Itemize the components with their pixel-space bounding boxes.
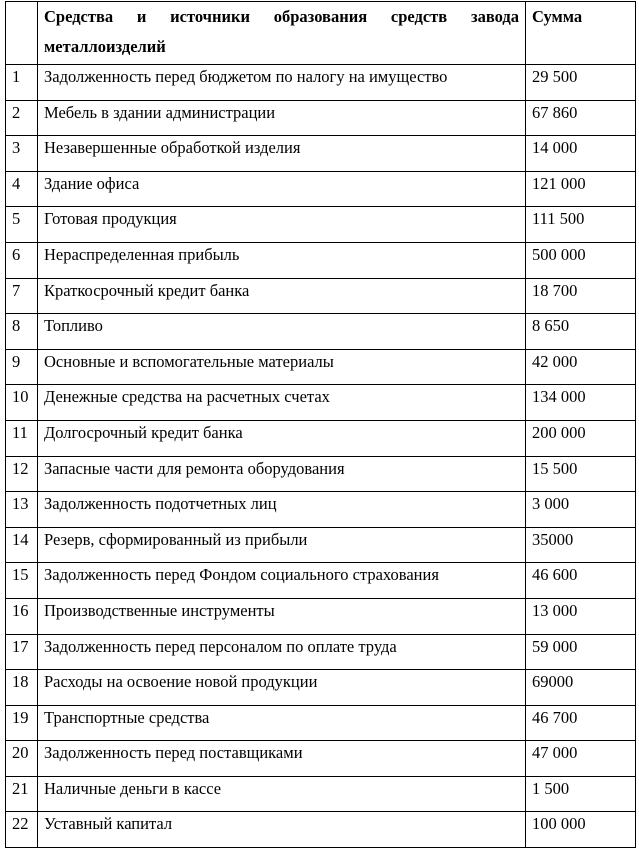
row-number-cell: 20 bbox=[6, 741, 38, 777]
table-row bbox=[6, 242, 636, 278]
row-name-cell: Мебель в здании администрации bbox=[38, 100, 526, 136]
row-sum-cell: 59 000 bbox=[526, 634, 636, 670]
table-header-row bbox=[6, 2, 636, 65]
table-row bbox=[6, 776, 636, 812]
row-sum-cell: 69000 bbox=[526, 670, 636, 706]
row-number-cell: 7 bbox=[6, 278, 38, 314]
row-name-cell: Резерв, сформированный из прибыли bbox=[38, 527, 526, 563]
row-sum-cell: 3 000 bbox=[526, 492, 636, 528]
row-sum-cell: 100 000 bbox=[526, 812, 636, 848]
row-number-cell: 11 bbox=[6, 420, 38, 456]
row-name-cell: Задолженность перед бюджетом по налогу на имущество bbox=[38, 65, 526, 101]
row-sum-cell: 29 500 bbox=[526, 65, 636, 101]
row-number-cell: 13 bbox=[6, 492, 38, 528]
row-name-cell: Топливо bbox=[38, 314, 526, 350]
row-name-cell: Уставный капитал bbox=[38, 812, 526, 848]
table-row bbox=[6, 563, 636, 599]
row-number-cell: 18 bbox=[6, 670, 38, 706]
row-number-cell: 12 bbox=[6, 456, 38, 492]
row-name-cell: Задолженность перед поставщиками bbox=[38, 741, 526, 777]
row-sum-cell: 500 000 bbox=[526, 242, 636, 278]
row-number-cell: 8 bbox=[6, 314, 38, 350]
row-name-cell: Задолженность подотчетных лиц bbox=[38, 492, 526, 528]
row-sum-cell: 13 000 bbox=[526, 598, 636, 634]
table-row bbox=[6, 136, 636, 172]
row-sum-cell: 46 600 bbox=[526, 563, 636, 599]
table-row bbox=[6, 527, 636, 563]
row-number-cell: 14 bbox=[6, 527, 38, 563]
row-sum-cell: 134 000 bbox=[526, 385, 636, 421]
row-number-cell: 9 bbox=[6, 349, 38, 385]
row-name-cell: Транспортные средства bbox=[38, 705, 526, 741]
row-name-cell: Основные и вспомогательные материалы bbox=[38, 349, 526, 385]
row-name-cell: Готовая продукция bbox=[38, 207, 526, 243]
table-row bbox=[6, 705, 636, 741]
table-row bbox=[6, 456, 636, 492]
row-number-cell: 19 bbox=[6, 705, 38, 741]
table-row bbox=[6, 207, 636, 243]
row-number-cell: 2 bbox=[6, 100, 38, 136]
row-sum-cell: 18 700 bbox=[526, 278, 636, 314]
row-number-cell: 16 bbox=[6, 598, 38, 634]
row-number-cell: 5 bbox=[6, 207, 38, 243]
row-name-cell: Наличные деньги в кассе bbox=[38, 776, 526, 812]
row-number-cell: 21 bbox=[6, 776, 38, 812]
assets-table bbox=[5, 1, 636, 848]
header-number-cell bbox=[6, 2, 38, 65]
row-number-cell: 15 bbox=[6, 563, 38, 599]
row-name-cell: Производственные инструменты bbox=[38, 598, 526, 634]
row-sum-cell: 14 000 bbox=[526, 136, 636, 172]
table-row bbox=[6, 65, 636, 101]
row-number-cell: 3 bbox=[6, 136, 38, 172]
table-row bbox=[6, 492, 636, 528]
table-row bbox=[6, 314, 636, 350]
row-sum-cell: 8 650 bbox=[526, 314, 636, 350]
row-name-cell: Задолженность перед персоналом по оплате труда bbox=[38, 634, 526, 670]
table-row bbox=[6, 634, 636, 670]
row-sum-cell: 15 500 bbox=[526, 456, 636, 492]
row-sum-cell: 121 000 bbox=[526, 171, 636, 207]
row-sum-cell: 1 500 bbox=[526, 776, 636, 812]
table-row bbox=[6, 812, 636, 848]
row-name-cell: Расходы на освоение новой продукции bbox=[38, 670, 526, 706]
row-number-cell: 4 bbox=[6, 171, 38, 207]
header-name-cell: Средства и источники образования средств завода металлоизделий bbox=[38, 2, 526, 65]
row-name-cell: Денежные средства на расчетных счетах bbox=[38, 385, 526, 421]
table-row bbox=[6, 385, 636, 421]
row-sum-cell: 47 000 bbox=[526, 741, 636, 777]
table-row bbox=[6, 670, 636, 706]
row-number-cell: 1 bbox=[6, 65, 38, 101]
table-row bbox=[6, 100, 636, 136]
row-name-cell: Нераспределенная прибыль bbox=[38, 242, 526, 278]
row-sum-cell: 67 860 bbox=[526, 100, 636, 136]
table-row bbox=[6, 171, 636, 207]
table-row bbox=[6, 278, 636, 314]
row-sum-cell: 35000 bbox=[526, 527, 636, 563]
table-row bbox=[6, 741, 636, 777]
row-name-cell: Здание офиса bbox=[38, 171, 526, 207]
row-name-cell: Краткосрочный кредит банка bbox=[38, 278, 526, 314]
row-sum-cell: 46 700 bbox=[526, 705, 636, 741]
header-sum-cell: Сумма bbox=[526, 2, 636, 65]
table-row bbox=[6, 598, 636, 634]
row-number-cell: 10 bbox=[6, 385, 38, 421]
row-sum-cell: 42 000 bbox=[526, 349, 636, 385]
row-name-cell: Долгосрочный кредит банка bbox=[38, 420, 526, 456]
row-name-cell: Запасные части для ремонта оборудования bbox=[38, 456, 526, 492]
row-number-cell: 17 bbox=[6, 634, 38, 670]
row-number-cell: 22 bbox=[6, 812, 38, 848]
table-row bbox=[6, 420, 636, 456]
row-number-cell: 6 bbox=[6, 242, 38, 278]
row-name-cell: Незавершенные обработкой изделия bbox=[38, 136, 526, 172]
row-sum-cell: 111 500 bbox=[526, 207, 636, 243]
row-sum-cell: 200 000 bbox=[526, 420, 636, 456]
table-row bbox=[6, 349, 636, 385]
row-name-cell: Задолженность перед Фондом социального страхования bbox=[38, 563, 526, 599]
